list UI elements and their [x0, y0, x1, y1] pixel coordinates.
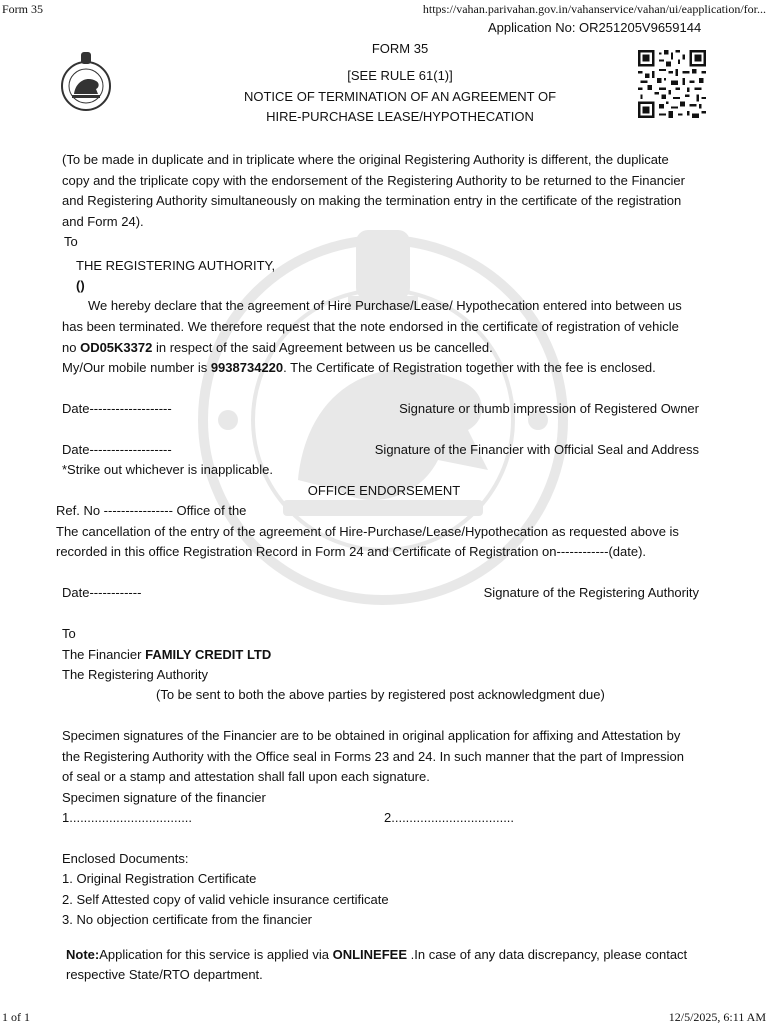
intro-line: and Form 24). — [62, 214, 144, 229]
registered-post-note: (To be sent to both the above parties by registered post acknowledgment due) — [156, 687, 605, 702]
financier-signature-label: Signature of the Financier with Official Seal and Address — [374, 442, 699, 457]
declaration-text: no — [62, 340, 81, 355]
specimen-label: Specimen signature of the financier — [62, 790, 266, 805]
endorsement-line: recorded in this office Registration Record in Form 24 and Certificate of Registration on------------(date). — [56, 544, 647, 559]
page-count: 1 of 1 — [2, 1010, 30, 1024]
form-number: FORM 35 — [371, 41, 429, 56]
print-datetime: 12/5/2025, 6:11 AM — [668, 1010, 766, 1024]
specimen-line: Specimen signatures of the Financier are to be obtained in original application for affixing and Attestation by — [62, 728, 681, 743]
declaration-line — [62, 338, 493, 359]
specimen-line: the Registering Authority with the Office seal in Forms 23 and 24. In such manner that the part of Impression — [62, 749, 684, 764]
recipients-to-label: To — [62, 626, 76, 641]
browser-url: https://vahan.parivahan.gov.in/vahanservice/vahan/ui/eapplication/for... — [422, 2, 766, 16]
form-title-line1: NOTICE OF TERMINATION OF AN AGREEMENT OF — [243, 89, 557, 104]
list-item: 1. Original Registration Certificate — [62, 871, 257, 886]
note-line-2: respective State/RTO department. — [66, 967, 263, 982]
financier-line — [62, 645, 271, 666]
payment-mode: ONLINEFEE — [332, 947, 408, 962]
authority-date-line: Date------------ — [62, 585, 142, 600]
note-label: Note: — [66, 947, 100, 962]
registering-authority-title: THE REGISTERING AUTHORITY, — [76, 258, 276, 273]
declaration-line: We hereby declare that the agreement of Hire Purchase/Lease/ Hypothecation entered into between us — [88, 298, 682, 313]
browser-page-title: Form 35 — [2, 2, 44, 16]
to-label: To — [64, 234, 78, 249]
intro-line: copy and the triplicate copy with the endorsement of the Registering Authority to be returned to the Financier — [62, 173, 685, 188]
reference-number-line: Ref. No ---------------- Office of the — [56, 503, 247, 518]
mobile-line — [62, 358, 656, 379]
financier-date-line: Date------------------- — [62, 442, 172, 457]
intro-line: and Registering Authority simultaneously on making the termination entry in the certificate of the registration — [62, 193, 682, 208]
declaration-text: in respect of the said Agreement between us be cancelled. — [152, 340, 493, 355]
list-item: 2. Self Attested copy of valid vehicle insurance certificate — [62, 892, 389, 907]
note-text: .In case of any data discrepancy, please contact — [407, 947, 688, 962]
specimen-line: of seal or a stamp and attestation shall fall upon each signature. — [62, 769, 430, 784]
intro-line: (To be made in duplicate and in triplicate where the original Registering Authority is different, the duplicate — [62, 152, 669, 167]
rule-reference: [SEE RULE 61(1)] — [347, 68, 453, 83]
owner-date-line: Date------------------- — [62, 401, 172, 416]
declaration-line: has been terminated. We therefore request that the note endorsed in the certificate of registration of vehicle — [62, 319, 679, 334]
financier-label: The Financier — [62, 647, 146, 662]
note-text: Application for this service is applied via — [99, 947, 333, 962]
endorsement-line: The cancellation of the entry of the agreement of Hire-Purchase/Lease/Hypothecation as requested above is — [56, 524, 679, 539]
specimen-signature-2: 2.................................. — [384, 810, 515, 825]
form-title-line2: HIRE-PURCHASE LEASE/HYPOTHECATION — [266, 109, 534, 124]
mobile-suffix: . The Certificate of Registration together with the fee is enclosed. — [283, 360, 656, 375]
specimen-signature-1: 1.................................. — [62, 810, 193, 825]
office-endorsement-heading: OFFICE ENDORSEMENT — [307, 483, 461, 498]
owner-signature-label: Signature or thumb impression of Registered Owner — [399, 401, 699, 416]
strike-out-note: *Strike out whichever is inapplicable. — [62, 462, 273, 477]
list-item: 3. No objection certificate from the financier — [62, 912, 313, 927]
note-line — [66, 945, 687, 966]
mobile-label: My/Our mobile number is — [62, 360, 211, 375]
authority-signature-label: Signature of the Registering Authority — [483, 585, 699, 600]
mobile-number: 9938734220 — [210, 360, 284, 375]
registering-authority-name: () — [76, 278, 85, 293]
enclosed-documents-heading: Enclosed Documents: — [62, 851, 189, 866]
application-number: Application No: OR251205V9659144 — [488, 20, 702, 35]
vehicle-number: OD05K3372 — [80, 340, 153, 355]
recipient-authority: The Registering Authority — [62, 667, 208, 682]
financier-name: FAMILY CREDIT LTD — [145, 647, 272, 662]
